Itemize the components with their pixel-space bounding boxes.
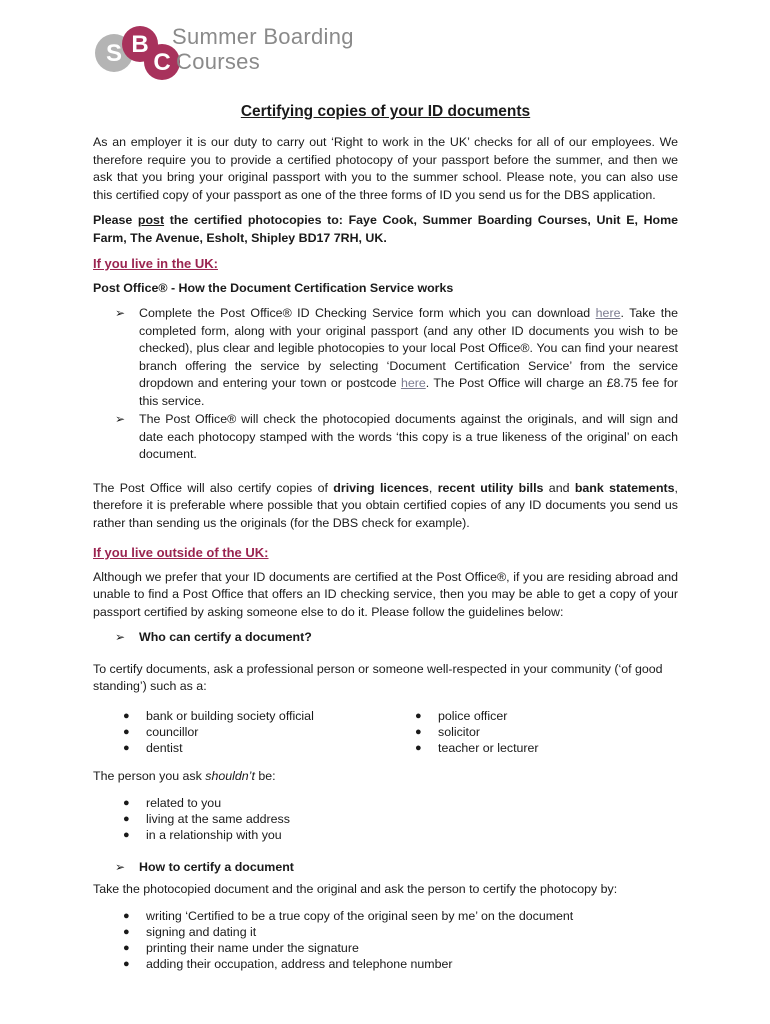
list-item [93, 908, 678, 924]
list-item [385, 724, 677, 740]
how-to-certify-list [93, 908, 678, 972]
step2-text: The Post Office® will check the photocopied documents against the originals, and will sign and date each photocopy stamped with the words ‘this copy is a true likeness of the original’ on each document. [139, 412, 678, 461]
bullet-icon: ● [123, 725, 130, 738]
bullet-icon: ● [415, 709, 422, 722]
list-item-text: dentist [146, 740, 183, 755]
step1-text-a: Complete the Post Office® ID Checking Service form which you can download [139, 306, 596, 320]
list-item [93, 956, 678, 972]
list-item-text: adding their occupation, address and telephone number [146, 957, 453, 971]
bullet-icon: ● [123, 741, 130, 754]
list-item-text: police officer [438, 708, 508, 723]
arrow-bullet-icon: ➢ [115, 306, 126, 320]
also-utility-bills: recent utility bills [437, 480, 544, 495]
arrow-bullet-icon: ➢ [115, 860, 126, 874]
who-right-column [385, 708, 677, 756]
also-text-a: The Post Office will also certify copies of [93, 480, 334, 495]
not-suffix: be: [254, 768, 276, 783]
bullet-icon: ● [123, 797, 130, 809]
list-item [93, 740, 385, 756]
logo-letter-s: S [105, 40, 123, 67]
should-not-be-text [93, 768, 678, 786]
bullet-icon: ● [415, 725, 422, 738]
list-item-text: related to you [146, 796, 222, 810]
abroad-intro: Although we prefer that your ID documents are certified at the Post Office®, if you are residing abroad and unable to find a Post Office that offers an ID checking service, then you may be able to get a copy of your passport certified by asking someone else to do it. Please follow the guidelines below: [93, 569, 678, 619]
list-item-text: signing and dating it [146, 925, 257, 939]
download-form-link[interactable]: here [595, 306, 621, 320]
abroad-heading: If you live outside of the UK: [93, 545, 269, 560]
uk-step-2 [93, 411, 678, 464]
list-item [93, 924, 678, 940]
arrow-bullet-icon: ➢ [115, 412, 126, 426]
bullet-icon: ● [123, 829, 130, 841]
list-item-text: writing ‘Certified to be a true copy of the original seen by me’ on the document [146, 909, 574, 923]
post-address: the certified photocopies to: Faye Cook, Summer Boarding Courses, Unit E, Home Farm, The Avenue, Esholt, Shipley BD17 7RH, UK. [93, 213, 678, 245]
logo-line-2: Courses [176, 49, 261, 74]
list-item-text: living at the same address [146, 812, 290, 826]
list-item [93, 724, 385, 740]
list-item [93, 940, 678, 956]
bullet-icon: ● [123, 926, 130, 938]
also-text-c: , therefore it is preferable where possible that you obtain certified copies of any ID documents you send us rather than sending us the originals (for the DBS check for example). [93, 480, 678, 530]
also-driving-licences: driving licences [333, 480, 429, 495]
list-item [93, 708, 385, 724]
post-prefix: Please [93, 213, 138, 227]
logo-line-1: Summer Boarding [172, 24, 354, 49]
who-can-certify-heading [93, 629, 678, 647]
logo-letter-c: C [153, 49, 171, 76]
branch-finder-link[interactable]: here [400, 376, 426, 390]
list-item [93, 795, 678, 811]
how-heading-text: How to certify a document [139, 860, 294, 874]
bullet-icon: ● [123, 910, 130, 922]
who-left-column [93, 708, 385, 756]
uk-steps-list [93, 305, 678, 464]
list-item [93, 811, 678, 827]
logo-wordmark [172, 24, 354, 74]
how-to-certify-text: Take the photocopied document and the original and ask the person to certify the photocopy by: [93, 881, 618, 896]
who-can-certify-text: To certify documents, ask a professional person or someone well-respected in your community (‘of good standing’) such as a: [93, 661, 663, 693]
should-not-be-list [93, 795, 678, 843]
list-item-text: solicitor [438, 724, 480, 739]
post-underlined: post [137, 213, 165, 227]
bullet-icon: ● [123, 813, 130, 825]
list-item-text: printing their name under the signature [146, 941, 359, 955]
how-to-certify-heading [93, 859, 678, 877]
also-bank-statements: bank statements [574, 480, 675, 495]
list-item [385, 740, 677, 756]
list-item-text: in a relationship with you [146, 828, 282, 842]
step1-text-b: . Take the completed form, along with your original passport (and any other ID documents you wish to be checked), plus clear and legible photocopies to your local Post Office®. You can find your nearest branch offering the service by selecting ‘Document Certification Service’ from the service dropdown and entering your town or postcode [139, 306, 679, 390]
document-body [93, 102, 678, 984]
post-office-subheading: Post Office® - How the Document Certification Service works [93, 280, 454, 295]
uk-heading: If you live in the UK: [93, 256, 218, 271]
list-item-text: teacher or lecturer [438, 740, 539, 755]
post-address-paragraph [93, 212, 678, 247]
logo-letter-b: B [131, 31, 149, 58]
bullet-icon: ● [123, 709, 130, 722]
bullet-icon: ● [123, 958, 130, 970]
also-sep-1: , [428, 480, 438, 495]
who-can-certify-list [93, 708, 678, 756]
list-item [93, 827, 678, 843]
also-certify-paragraph [93, 480, 678, 533]
step1-text-c: . The Post Office will charge an £8.75 fee for this service. [139, 376, 678, 408]
bullet-icon: ● [415, 741, 422, 754]
not-prefix: The person you ask [93, 768, 206, 783]
intro-paragraph: As an employer it is our duty to carry out ‘Right to work in the UK’ checks for all of our employees. We therefore require you to provide a certified photocopy of your passport before the summer, and then we ask that you bring your original passport with you to the summer school. Please note, you can also use this certified copy of your passport as one of the three forms of ID you send us for the DBS application. [93, 135, 678, 202]
who-heading-text: Who can certify a document? [139, 630, 312, 644]
also-sep-2: and [543, 480, 575, 495]
list-item-text: councillor [146, 724, 199, 739]
uk-step-1 [93, 305, 678, 410]
not-emphasis: shouldn’t [205, 768, 255, 783]
page-title: Certifying copies of your ID documents [240, 103, 531, 120]
list-item-text: bank or building society official [146, 708, 314, 723]
bullet-icon: ● [123, 942, 130, 954]
list-item [385, 708, 677, 724]
arrow-bullet-icon: ➢ [115, 630, 126, 644]
